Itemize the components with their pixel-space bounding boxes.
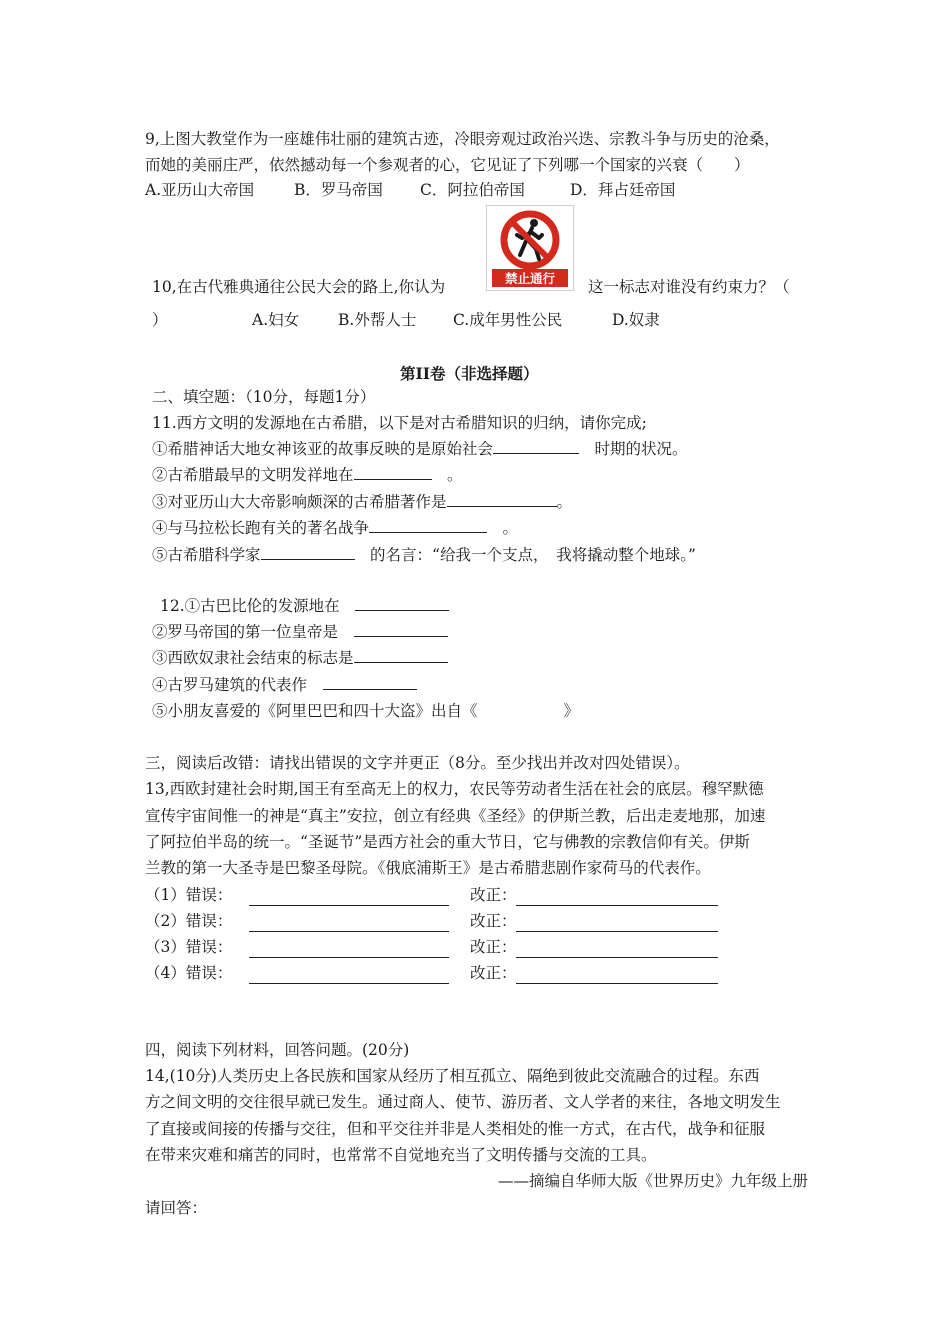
q13-row-1-label: （1）错误：	[145, 886, 233, 904]
q12-item-5-after: 》	[563, 702, 580, 720]
q9-line-1: 9,上图大教堂作为一座雄伟壮丽的建筑古迹，冷眼旁观过政治兴迭、宗教斗争与历史的沧桑，	[145, 130, 780, 148]
no-pedestrian-sign-icon	[486, 205, 574, 291]
part4-section-heading: 四，阅读下列材料，回答问题。(20分)	[145, 1041, 410, 1059]
q11-item-5	[152, 543, 696, 567]
q11-item-3	[152, 490, 572, 514]
q12-item-2-before: ②罗马帝国的第一位皇帝是	[152, 623, 339, 641]
q9-option-d: D．拜占廷帝国	[570, 181, 676, 199]
part2-section-heading: 二、填空题：（10分，每题1分）	[152, 388, 376, 406]
q13-para-line-1: 13,西欧封建社会时期,国王有至高无上的权力，农民等劳动者生活在社会的底层。穆罕默德	[145, 780, 764, 798]
q12-blank-1[interactable]	[355, 594, 449, 611]
q13-para-line-2: 宣传宇宙间惟一的神是“真主”安拉，创立有经典《圣经》的伊斯兰教，后出走麦地那，加速	[145, 807, 766, 825]
q13-row-4-fix-label: 改正：	[470, 964, 517, 982]
q11-item-1-after: 时期的状况。	[594, 440, 688, 458]
part3-section-heading: 三，阅读后改错：请找出错误的文字并更正（8分。至少找出并改对四处错误）。	[145, 754, 690, 772]
q9-option-b: B．罗马帝国	[294, 181, 383, 199]
q12-item-1	[160, 594, 449, 618]
q12-item-4-before: ④古罗马建筑的代表作	[152, 676, 308, 694]
q13-para-line-4: 兰教的第一大圣寺是巴黎圣母院。《俄底浦斯王》是古希腊悲剧作家荷马的代表作。	[145, 859, 711, 877]
q13-row-2-fix-label: 改正：	[470, 912, 517, 930]
q11-item-3-before: ③对亚历山大大帝影响颇深的古希腊著作是	[152, 493, 447, 511]
q11-blank-2[interactable]	[354, 463, 432, 480]
q11-blank-5[interactable]	[261, 543, 355, 560]
q11-item-4-before: ④与马拉松长跑有关的著名战争	[152, 519, 370, 537]
q11-blank-1[interactable]	[493, 437, 579, 454]
q13-row-1-fix-label: 改正：	[470, 886, 517, 904]
q10-text-before: 10,在古代雅典通往公民大会的路上,你认为	[152, 278, 446, 296]
q14-para-line-3: 了直接或间接的传播与交往，但和平交往并非是人类相处的惟一方式，在古代，战争和征服	[145, 1120, 766, 1138]
q13-row-3-fix-label: 改正：	[470, 938, 517, 956]
q11-item-3-after: 。	[556, 493, 573, 511]
q9-option-a: A.亚历山大帝国	[145, 181, 255, 199]
q10-option-c: C.成年男性公民	[453, 311, 563, 329]
q12-item-2	[152, 620, 448, 644]
q12-item-4	[152, 673, 417, 697]
q9-line-2: 而她的美丽庄严，依然撼动每一个参观者的心，它见证了下列哪一个国家的兴衰（ ）	[145, 156, 750, 174]
q11-item-2-after: 。	[447, 466, 463, 484]
q13-row-3-error-line[interactable]	[249, 957, 449, 958]
sign-caption: 禁止通行	[504, 271, 556, 286]
q14-para-line-2: 方之间文明的交往很早就已发生。通过商人、使节、游历者、文人学者的来往，各地文明发生	[145, 1093, 781, 1111]
q11-blank-4[interactable]	[369, 516, 487, 533]
q12-item-5-before: ⑤小朋友喜爱的《阿里巴巴和四十大盗》出自《	[152, 702, 478, 720]
q11-item-5-after: 的名言：“给我一个支点， 我将撬动整个地球。”	[370, 546, 696, 564]
q10-option-d: D.奴隶	[612, 311, 660, 329]
q13-para-line-3: 了阿拉伯半岛的统一。“圣诞节”是西方社会的重大节日，它与佛教的宗教信仰有关。伊斯	[145, 833, 750, 851]
q11-item-5-before: ⑤古希腊科学家	[152, 546, 261, 564]
part2-title: 第II卷（非选择题）	[400, 364, 539, 383]
q13-row-2-fix-line[interactable]	[516, 931, 718, 932]
q11-item-4	[152, 516, 518, 540]
q12-item-3-before: ③西欧奴隶社会结束的标志是	[152, 649, 354, 667]
q11-item-2	[152, 463, 463, 487]
q13-row-2-label: （2）错误：	[145, 912, 233, 930]
q9-option-c: C．阿拉伯帝国	[420, 181, 525, 199]
q13-row-4-fix-line[interactable]	[516, 983, 718, 984]
q12-item-3	[152, 646, 448, 670]
q11-item-1	[152, 437, 688, 461]
q13-row-1-error-line[interactable]	[249, 905, 449, 906]
q11-intro: 11.西方文明的发源地在古希腊，以下是对古希腊知识的归纳，请你完成;	[152, 414, 647, 432]
q14-source: ——摘编自华师大版《世界历史》九年级上册	[497, 1172, 808, 1190]
q13-row-2-error-line[interactable]	[249, 931, 449, 932]
q13-row-3-label: （3）错误：	[145, 938, 233, 956]
q12-item-1-before: 12.①古巴比伦的发源地在	[160, 597, 340, 615]
q14-prompt: 请回答：	[145, 1199, 208, 1217]
q13-row-4-error-line[interactable]	[249, 983, 449, 984]
q13-row-4-label: （4）错误：	[145, 964, 233, 982]
q12-blank-4[interactable]	[323, 673, 417, 690]
q11-blank-3[interactable]	[447, 490, 557, 507]
q11-item-4-after: 。	[502, 519, 519, 537]
q11-item-1-before: ①希腊神话大地女神该亚的故事反映的是原始社会	[152, 440, 494, 458]
q12-item-5	[152, 699, 579, 723]
q10-text-after: 这一标志对谁没有约束力？（	[588, 278, 790, 296]
q10-option-b: B.外帮人士	[338, 311, 417, 329]
q11-item-2-before: ②古希腊最早的文明发祥地在	[152, 466, 354, 484]
q13-row-1-fix-line[interactable]	[516, 905, 718, 906]
q10-paren-close: ）	[152, 311, 168, 329]
q12-blank-3[interactable]	[354, 646, 448, 663]
q10-option-a: A.妇女	[252, 311, 300, 329]
q12-blank-2[interactable]	[354, 620, 448, 637]
q14-para-line-4: 在带来灾难和痛苦的同时，也常常不自觉地充当了文明传播与交流的工具。	[145, 1146, 657, 1164]
q13-row-3-fix-line[interactable]	[516, 957, 718, 958]
q14-para-line-1: 14,(10分)人类历史上各民族和国家从经历了相互孤立、隔绝到彼此交流融合的过程。东西	[145, 1067, 760, 1085]
